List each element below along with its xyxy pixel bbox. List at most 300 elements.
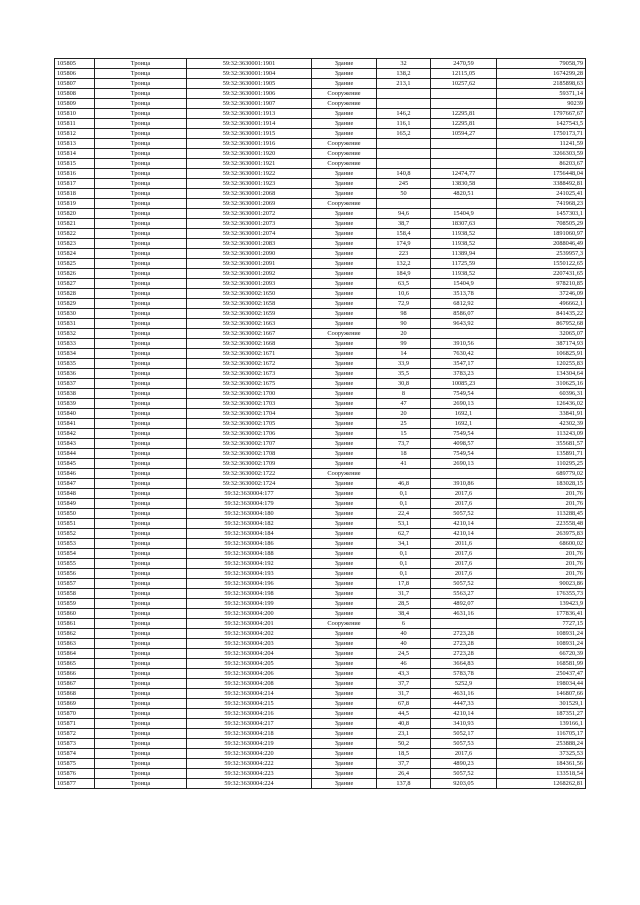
cell-settlement: Троица	[95, 719, 187, 729]
cell-cadastral-number: 59:32:3630002:1668	[187, 339, 312, 349]
cell-row-number: 105840	[55, 409, 95, 419]
cell-object-type: Сооружение	[312, 469, 377, 479]
cell-cadastral-number: 59:32:3630002:1708	[187, 449, 312, 459]
cell-row-number: 105848	[55, 489, 95, 499]
cell-area: 22,4	[377, 509, 431, 519]
cell-cadastral-value: 708505,29	[497, 219, 586, 229]
cell-cadastral-number: 59:32:3630004:222	[187, 759, 312, 769]
cell-row-number: 105839	[55, 399, 95, 409]
cell-settlement: Троица	[95, 429, 187, 439]
table-row	[55, 349, 586, 359]
cell-object-type: Здание	[312, 319, 377, 329]
cell-specific-value: 4210,14	[431, 709, 497, 719]
cell-settlement: Троица	[95, 549, 187, 559]
cell-specific-value: 4098,57	[431, 439, 497, 449]
cell-cadastral-number: 59:32:3630001:2093	[187, 279, 312, 289]
cell-specific-value: 2017,6	[431, 489, 497, 499]
cell-specific-value: 12295,81	[431, 109, 497, 119]
cell-cadastral-value: 32065,07	[497, 329, 586, 339]
cell-row-number: 105852	[55, 529, 95, 539]
table-row	[55, 119, 586, 129]
table-row	[55, 589, 586, 599]
cell-settlement: Троица	[95, 569, 187, 579]
cell-row-number: 105826	[55, 269, 95, 279]
table-row	[55, 109, 586, 119]
cell-object-type: Здание	[312, 549, 377, 559]
cell-specific-value: 11389,94	[431, 249, 497, 259]
table-row	[55, 299, 586, 309]
cell-cadastral-value: 1457303,1	[497, 209, 586, 219]
cell-settlement: Троица	[95, 609, 187, 619]
cell-specific-value: 4820,51	[431, 189, 497, 199]
table-row	[55, 329, 586, 339]
cell-specific-value: 11725,59	[431, 259, 497, 269]
cell-area: 18,5	[377, 749, 431, 759]
cell-cadastral-value: 183028,15	[497, 479, 586, 489]
cell-settlement: Троица	[95, 69, 187, 79]
cell-cadastral-value: 355681,57	[497, 439, 586, 449]
cell-area: 28,5	[377, 599, 431, 609]
cell-row-number: 105862	[55, 629, 95, 639]
cell-area: 40	[377, 629, 431, 639]
cell-object-type: Здание	[312, 59, 377, 69]
table-row	[55, 219, 586, 229]
cell-area: 116,1	[377, 119, 431, 129]
cell-cadastral-value: 42302,39	[497, 419, 586, 429]
cell-cadastral-value: 198034,44	[497, 679, 586, 689]
cell-specific-value: 1692,1	[431, 409, 497, 419]
cell-row-number: 105875	[55, 759, 95, 769]
cell-settlement: Троица	[95, 419, 187, 429]
cell-area: 0,1	[377, 489, 431, 499]
cell-specific-value: 2017,6	[431, 749, 497, 759]
cell-specific-value: 3783,23	[431, 369, 497, 379]
cell-settlement: Троица	[95, 299, 187, 309]
cell-settlement: Троица	[95, 289, 187, 299]
cell-area: 98	[377, 309, 431, 319]
cell-cadastral-number: 59:32:3630002:1675	[187, 379, 312, 389]
cell-area	[377, 99, 431, 109]
table-row	[55, 459, 586, 469]
cell-cadastral-number: 59:32:3630001:1913	[187, 109, 312, 119]
table-row	[55, 439, 586, 449]
cell-specific-value: 7630,42	[431, 349, 497, 359]
cell-settlement: Троица	[95, 249, 187, 259]
cell-object-type: Здание	[312, 649, 377, 659]
cell-row-number: 105868	[55, 689, 95, 699]
cell-object-type: Здание	[312, 559, 377, 569]
cell-area: 0,1	[377, 499, 431, 509]
table-row	[55, 79, 586, 89]
cell-object-type: Здание	[312, 219, 377, 229]
table-row	[55, 669, 586, 679]
cell-specific-value: 5057,52	[431, 769, 497, 779]
cell-cadastral-value: 1427543,5	[497, 119, 586, 129]
table-row	[55, 469, 586, 479]
cell-cadastral-number: 59:32:3630001:1916	[187, 139, 312, 149]
cell-cadastral-value: 66720,39	[497, 649, 586, 659]
cell-settlement: Троица	[95, 349, 187, 359]
cell-area: 94,6	[377, 209, 431, 219]
cell-cadastral-number: 59:32:3630004:188	[187, 549, 312, 559]
cell-specific-value: 15404,9	[431, 209, 497, 219]
cell-row-number: 105849	[55, 499, 95, 509]
cell-cadastral-value: 37246,09	[497, 289, 586, 299]
cell-row-number: 105812	[55, 129, 95, 139]
cell-row-number: 105865	[55, 659, 95, 669]
cell-cadastral-number: 59:32:3630002:1706	[187, 429, 312, 439]
cell-cadastral-value: 201,76	[497, 549, 586, 559]
cell-cadastral-value: 3266303,59	[497, 149, 586, 159]
cell-specific-value: 4210,14	[431, 529, 497, 539]
cell-settlement: Троица	[95, 329, 187, 339]
cell-cadastral-number: 59:32:3630002:1703	[187, 399, 312, 409]
cell-cadastral-value: 263975,83	[497, 529, 586, 539]
cell-object-type: Здание	[312, 759, 377, 769]
table-row	[55, 229, 586, 239]
cell-settlement: Троица	[95, 369, 187, 379]
cell-area: 25	[377, 419, 431, 429]
cell-row-number: 105846	[55, 469, 95, 479]
cell-cadastral-value: 187351,27	[497, 709, 586, 719]
cell-specific-value: 10257,62	[431, 79, 497, 89]
cell-area: 90	[377, 319, 431, 329]
cell-cadastral-number: 59:32:3630002:1663	[187, 319, 312, 329]
cell-object-type: Здание	[312, 229, 377, 239]
cell-specific-value	[431, 149, 497, 159]
cell-row-number: 105851	[55, 519, 95, 529]
table-row	[55, 549, 586, 559]
cell-specific-value: 11938,52	[431, 229, 497, 239]
cell-object-type: Здание	[312, 109, 377, 119]
cell-area	[377, 139, 431, 149]
cell-object-type: Здание	[312, 379, 377, 389]
cell-cadastral-number: 59:32:3630001:2091	[187, 259, 312, 269]
cell-settlement: Троица	[95, 709, 187, 719]
cell-area: 146,2	[377, 109, 431, 119]
cell-cadastral-number: 59:32:3630001:2069	[187, 199, 312, 209]
cell-row-number: 105814	[55, 149, 95, 159]
cell-specific-value: 5057,52	[431, 509, 497, 519]
cell-area	[377, 469, 431, 479]
cell-cadastral-value: 689779,02	[497, 469, 586, 479]
cell-area: 46	[377, 659, 431, 669]
cell-cadastral-value: 90023,86	[497, 579, 586, 589]
table-row	[55, 359, 586, 369]
cell-cadastral-number: 59:32:3630001:1906	[187, 89, 312, 99]
cell-area: 15	[377, 429, 431, 439]
cell-object-type: Здание	[312, 129, 377, 139]
table-row	[55, 629, 586, 639]
cell-row-number: 105827	[55, 279, 95, 289]
cell-object-type: Сооружение	[312, 329, 377, 339]
cell-settlement: Троица	[95, 779, 187, 789]
cell-specific-value: 3547,17	[431, 359, 497, 369]
cell-area: 46,8	[377, 479, 431, 489]
cell-settlement: Троица	[95, 559, 187, 569]
cell-specific-value: 7549,54	[431, 429, 497, 439]
cell-specific-value	[431, 329, 497, 339]
cell-object-type: Здание	[312, 709, 377, 719]
cell-cadastral-value: 841435,22	[497, 309, 586, 319]
cell-area: 63,5	[377, 279, 431, 289]
cell-specific-value: 2690,13	[431, 399, 497, 409]
cell-row-number: 105822	[55, 229, 95, 239]
cell-area: 99	[377, 339, 431, 349]
table-row	[55, 679, 586, 689]
table-row	[55, 619, 586, 629]
cell-object-type: Здание	[312, 279, 377, 289]
cell-cadastral-value: 33841,91	[497, 409, 586, 419]
cell-object-type: Здание	[312, 359, 377, 369]
cell-settlement: Троица	[95, 199, 187, 209]
cell-settlement: Троица	[95, 589, 187, 599]
cell-object-type: Здание	[312, 439, 377, 449]
cell-object-type: Здание	[312, 209, 377, 219]
cell-cadastral-number: 59:32:3630001:1922	[187, 169, 312, 179]
table-row	[55, 739, 586, 749]
cell-settlement: Троица	[95, 479, 187, 489]
cell-cadastral-value: 86203,67	[497, 159, 586, 169]
cell-object-type: Здание	[312, 479, 377, 489]
cell-area: 20	[377, 409, 431, 419]
cell-object-type: Здание	[312, 729, 377, 739]
cell-specific-value: 2017,6	[431, 559, 497, 569]
cell-cadastral-number: 59:32:3630001:1905	[187, 79, 312, 89]
cell-specific-value: 5563,27	[431, 589, 497, 599]
cell-object-type: Сооружение	[312, 199, 377, 209]
cell-area: 37,7	[377, 679, 431, 689]
cell-settlement: Троица	[95, 389, 187, 399]
cell-area: 140,8	[377, 169, 431, 179]
cell-settlement: Троица	[95, 409, 187, 419]
cell-cadastral-number: 59:32:3630004:220	[187, 749, 312, 759]
cell-object-type: Здание	[312, 609, 377, 619]
cell-area: 72,9	[377, 299, 431, 309]
cell-cadastral-value: 1674299,28	[497, 69, 586, 79]
cell-settlement: Троица	[95, 499, 187, 509]
table-row	[55, 139, 586, 149]
cell-cadastral-value: 133518,54	[497, 769, 586, 779]
cell-object-type: Здание	[312, 569, 377, 579]
cell-area: 245	[377, 179, 431, 189]
table-row	[55, 319, 586, 329]
cell-cadastral-number: 59:32:3630001:2083	[187, 239, 312, 249]
cell-area: 223	[377, 249, 431, 259]
cell-settlement: Троица	[95, 399, 187, 409]
table-row	[55, 609, 586, 619]
cell-specific-value: 5057,53	[431, 739, 497, 749]
cell-row-number: 105835	[55, 359, 95, 369]
cell-specific-value: 5057,52	[431, 579, 497, 589]
cell-settlement: Троица	[95, 229, 187, 239]
table-row	[55, 559, 586, 569]
cell-cadastral-number: 59:32:3630004:217	[187, 719, 312, 729]
cell-row-number: 105856	[55, 569, 95, 579]
cell-row-number: 105818	[55, 189, 95, 199]
cell-cadastral-number: 59:32:3630004:218	[187, 729, 312, 739]
cell-area: 41	[377, 459, 431, 469]
cell-specific-value: 4447,33	[431, 699, 497, 709]
cell-cadastral-number: 59:32:3630004:182	[187, 519, 312, 529]
cell-settlement: Троица	[95, 149, 187, 159]
cell-settlement: Троица	[95, 129, 187, 139]
cell-row-number: 105841	[55, 419, 95, 429]
cell-row-number: 105847	[55, 479, 95, 489]
cell-cadastral-number: 59:32:3630004:216	[187, 709, 312, 719]
cell-specific-value: 3910,86	[431, 479, 497, 489]
cell-row-number: 105860	[55, 609, 95, 619]
cell-cadastral-value: 301529,1	[497, 699, 586, 709]
table-row	[55, 379, 586, 389]
cell-area: 6	[377, 619, 431, 629]
cell-cadastral-number: 59:32:3630004:214	[187, 689, 312, 699]
cell-specific-value: 2011,6	[431, 539, 497, 549]
cell-cadastral-number: 59:32:3630004:196	[187, 579, 312, 589]
cell-specific-value: 4631,16	[431, 609, 497, 619]
cell-object-type: Здание	[312, 349, 377, 359]
cell-specific-value: 11938,52	[431, 239, 497, 249]
cell-settlement: Троица	[95, 649, 187, 659]
cell-row-number: 105815	[55, 159, 95, 169]
cell-settlement: Троица	[95, 599, 187, 609]
cell-row-number: 105834	[55, 349, 95, 359]
cell-area: 132,2	[377, 259, 431, 269]
cell-cadastral-number: 59:32:3630001:2072	[187, 209, 312, 219]
cell-cadastral-value: 241025,41	[497, 189, 586, 199]
table-row	[55, 289, 586, 299]
cell-row-number: 105876	[55, 769, 95, 779]
cell-settlement: Троица	[95, 99, 187, 109]
cell-cadastral-value: 1797667,67	[497, 109, 586, 119]
cell-area: 40,8	[377, 719, 431, 729]
cell-object-type: Здание	[312, 459, 377, 469]
cell-object-type: Сооружение	[312, 619, 377, 629]
cell-specific-value: 7549,54	[431, 389, 497, 399]
cell-specific-value	[431, 159, 497, 169]
cell-row-number: 105825	[55, 259, 95, 269]
cell-cadastral-value: 1891060,97	[497, 229, 586, 239]
cell-area	[377, 199, 431, 209]
cell-cadastral-value: 146807,66	[497, 689, 586, 699]
cell-area: 184,9	[377, 269, 431, 279]
cell-area: 0,1	[377, 559, 431, 569]
table-row	[55, 409, 586, 419]
cell-cadastral-number: 59:32:3630002:1704	[187, 409, 312, 419]
cell-settlement: Троица	[95, 79, 187, 89]
cell-area: 20	[377, 329, 431, 339]
cell-area: 67,8	[377, 699, 431, 709]
cell-cadastral-value: 184361,56	[497, 759, 586, 769]
cell-object-type: Здание	[312, 369, 377, 379]
cell-row-number: 105833	[55, 339, 95, 349]
cell-settlement: Троица	[95, 439, 187, 449]
cell-cadastral-number: 59:32:3630002:1650	[187, 289, 312, 299]
cell-cadastral-number: 59:32:3630001:1923	[187, 179, 312, 189]
cell-settlement: Троица	[95, 539, 187, 549]
table-row	[55, 209, 586, 219]
table-row	[55, 419, 586, 429]
cell-object-type: Здание	[312, 519, 377, 529]
cell-object-type: Здание	[312, 679, 377, 689]
cell-cadastral-value: 1756448,04	[497, 169, 586, 179]
cell-area: 53,1	[377, 519, 431, 529]
cell-object-type: Здание	[312, 539, 377, 549]
cell-specific-value	[431, 89, 497, 99]
cell-cadastral-value: 1268262,81	[497, 779, 586, 789]
cell-cadastral-value: 110295,25	[497, 459, 586, 469]
cell-object-type: Здание	[312, 189, 377, 199]
cell-cadastral-value: 387174,93	[497, 339, 586, 349]
cell-cadastral-number: 59:32:3630002:1672	[187, 359, 312, 369]
table-row	[55, 599, 586, 609]
cell-object-type: Здание	[312, 259, 377, 269]
cell-specific-value: 3410,93	[431, 719, 497, 729]
cell-cadastral-number: 59:32:3630002:1673	[187, 369, 312, 379]
cell-area: 32	[377, 59, 431, 69]
table-row	[55, 689, 586, 699]
cell-cadastral-value: 201,76	[497, 559, 586, 569]
cell-specific-value: 5052,17	[431, 729, 497, 739]
cell-object-type: Здание	[312, 639, 377, 649]
cell-cadastral-value: 201,76	[497, 489, 586, 499]
cell-row-number: 105813	[55, 139, 95, 149]
cell-cadastral-value: 2088046,49	[497, 239, 586, 249]
cell-settlement: Троица	[95, 269, 187, 279]
table-row	[55, 449, 586, 459]
cell-cadastral-value: 253888,24	[497, 739, 586, 749]
table-row	[55, 759, 586, 769]
cell-object-type: Здание	[312, 449, 377, 459]
cell-row-number: 105805	[55, 59, 95, 69]
cell-cadastral-number: 59:32:3630004:193	[187, 569, 312, 579]
cell-specific-value: 12474,77	[431, 169, 497, 179]
cell-cadastral-number: 59:32:3630001:1921	[187, 159, 312, 169]
cell-row-number: 105861	[55, 619, 95, 629]
cell-cadastral-number: 59:32:3630002:1705	[187, 419, 312, 429]
cell-specific-value	[431, 469, 497, 479]
cell-settlement: Троица	[95, 759, 187, 769]
cell-cadastral-value: 310625,16	[497, 379, 586, 389]
cell-area: 44,5	[377, 709, 431, 719]
cell-settlement: Троица	[95, 529, 187, 539]
cell-area: 43,3	[377, 669, 431, 679]
cell-object-type: Здание	[312, 69, 377, 79]
cell-row-number: 105843	[55, 439, 95, 449]
cell-row-number: 105832	[55, 329, 95, 339]
cell-area: 138,2	[377, 69, 431, 79]
cell-row-number: 105838	[55, 389, 95, 399]
cell-area: 38,7	[377, 219, 431, 229]
cell-cadastral-number: 59:32:3630004:200	[187, 609, 312, 619]
cell-object-type: Здание	[312, 269, 377, 279]
cell-object-type: Здание	[312, 119, 377, 129]
cell-cadastral-number: 59:32:3630004:180	[187, 509, 312, 519]
cell-specific-value: 9203,05	[431, 779, 497, 789]
cell-row-number: 105837	[55, 379, 95, 389]
cell-row-number: 105872	[55, 729, 95, 739]
cell-cadastral-number: 59:32:3630004:206	[187, 669, 312, 679]
cell-settlement: Троица	[95, 579, 187, 589]
cell-settlement: Троица	[95, 359, 187, 369]
cell-cadastral-number: 59:32:3630004:215	[187, 699, 312, 709]
cell-specific-value: 4631,16	[431, 689, 497, 699]
cell-area: 18	[377, 449, 431, 459]
cell-object-type: Сооружение	[312, 139, 377, 149]
cell-area: 31,7	[377, 589, 431, 599]
cell-settlement: Троица	[95, 699, 187, 709]
table-row	[55, 189, 586, 199]
